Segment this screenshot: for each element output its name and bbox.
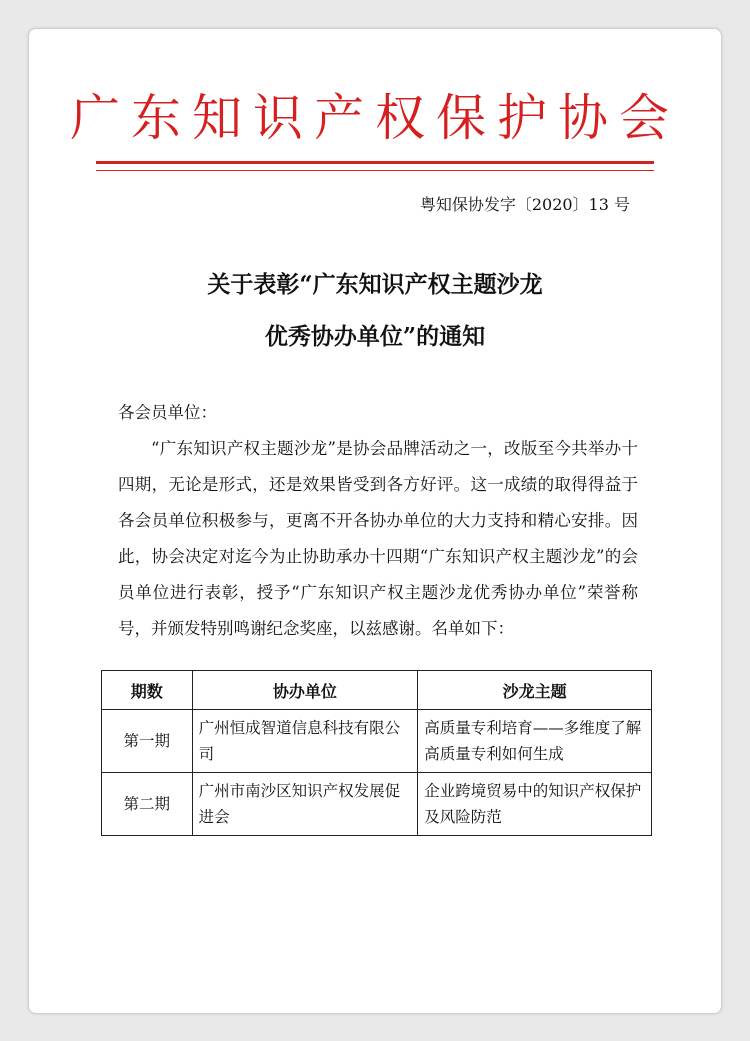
row-topic: 企业跨境贸易中的知识产权保护及风险防范: [418, 773, 652, 836]
header-period: 期数: [102, 671, 193, 710]
document-number: 粤知保协发字〔2020〕13 号: [419, 195, 630, 214]
table-row: [102, 710, 652, 773]
row-organizer: 广州恒成智道信息科技有限公司: [192, 710, 418, 773]
organization-header: 广东知识产权保护协会: [70, 89, 680, 147]
body-paragraph: “广东知识产权主题沙龙”是协会品牌活动之一，改版至今共举办十四期，无论是形式，还是效果皆受到各方好评。这一成绩的取得得益于各会员单位积极参与，更离不开各协办单位的大力支持和精心安排。因此，协会决定对迄今为止协助承办十四期“广东知识产权主题沙龙”的会员单位进行表彰，授予“广东知识产权主题沙龙优秀协办单位”荣誉称号，并颁发特别鸣谢纪念奖座，以兹感谢。名单如下：: [118, 439, 638, 638]
row-period: 第一期: [102, 710, 193, 773]
header-rule-thick: [96, 161, 654, 164]
header-rule-thin: [96, 170, 654, 171]
header-organizer: 协办单位: [192, 671, 418, 710]
row-period: 第二期: [102, 773, 193, 836]
notice-title-line-1: 关于表彰“广东知识产权主题沙龙: [207, 271, 543, 298]
notice-title-line-2: 优秀协办单位”的通知: [264, 323, 486, 350]
header-topic: 沙龙主题: [418, 671, 652, 710]
table-row: [102, 773, 652, 836]
row-organizer: 广州市南沙区知识产权发展促进会: [192, 773, 418, 836]
row-topic: 高质量专利培育——多维度了解高质量专利如何生成: [418, 710, 652, 773]
co-organizer-table: [101, 670, 652, 836]
salutation: 各会员单位：: [118, 403, 217, 422]
table-header-row: [102, 671, 652, 710]
